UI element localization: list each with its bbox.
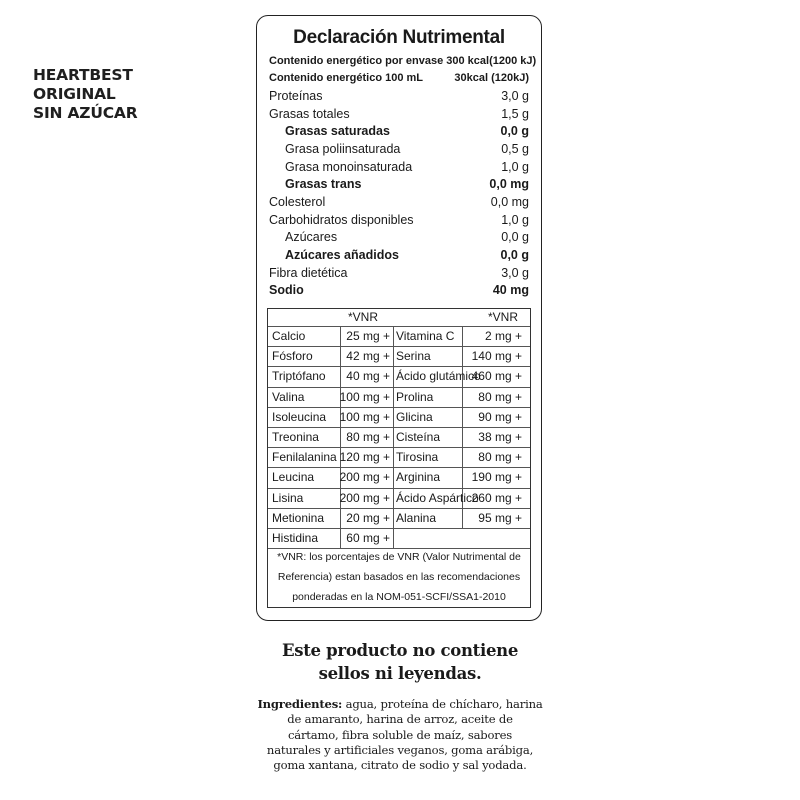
nutrient-row bbox=[269, 123, 529, 140]
vnr-nutrient-value: 2 mg + bbox=[484, 329, 522, 343]
vnr-footnote-line: Referencia) estan basados en las recomendaciones bbox=[277, 571, 521, 583]
vnr-nutrient-value: 25 mg + bbox=[346, 329, 390, 343]
nutrient-value: 3,0 g bbox=[501, 89, 529, 103]
nutrient-value: 30kcal (120kJ) bbox=[454, 72, 529, 84]
nutrient-name: Azúcares añadidos bbox=[285, 248, 399, 262]
vnr-nutrient-value: 95 mg + bbox=[478, 510, 522, 525]
vnr-nutrient-value: 460 mg + bbox=[471, 369, 522, 384]
nutrient-value: 0,0 g bbox=[500, 248, 529, 262]
nutrient-name: Fibra dietética bbox=[269, 266, 348, 280]
product-name-line-1: HEARTBEST bbox=[33, 66, 133, 84]
vnr-footnote-line: *VNR: los porcentajes de VNR (Valor Nutrimental de bbox=[277, 551, 521, 563]
vnr-nutrient-name: Metionina bbox=[272, 510, 325, 525]
nutrition-label bbox=[256, 15, 542, 621]
ingredients-line: agua, proteína de chícharo, harina bbox=[342, 697, 543, 711]
vnr-nutrient-value: 200 mg + bbox=[339, 490, 390, 505]
nutrient-name: Grasas saturadas bbox=[285, 124, 390, 138]
vnr-grid-vline bbox=[393, 326, 394, 548]
ingredients-line: goma xantana, citrato de sodio y sal yodada. bbox=[273, 758, 527, 773]
nutrient-row bbox=[269, 247, 529, 264]
no-seals-line-2: sellos ni leyendas. bbox=[318, 664, 482, 683]
nutrient-row bbox=[269, 141, 529, 158]
vnr-nutrient-name: Treonina bbox=[272, 430, 319, 444]
nutrition-title: Declaración Nutrimental bbox=[293, 27, 505, 48]
vnr-nutrient-name: Alanina bbox=[396, 510, 437, 525]
nutrient-name: Proteínas bbox=[269, 89, 323, 103]
nutrient-value: 0,5 g bbox=[501, 142, 529, 156]
nutrient-value: 0,0 g bbox=[501, 230, 529, 244]
no-seals-statement bbox=[200, 639, 600, 685]
vnr-footnote bbox=[268, 547, 530, 607]
vnr-nutrient-value: 80 mg + bbox=[478, 389, 522, 404]
vnr-nutrient-name: Fósforo bbox=[272, 349, 313, 364]
product-name-line-3: SIN AZÚCAR bbox=[33, 104, 138, 122]
energy-per-package-row bbox=[269, 53, 537, 70]
nutrient-row bbox=[269, 265, 529, 282]
vnr-nutrient-name: Histidina bbox=[272, 531, 319, 545]
energy-100ml-row bbox=[269, 70, 529, 87]
nutrient-row bbox=[269, 106, 529, 123]
vnr-nutrient-name: Leucina bbox=[272, 470, 315, 485]
vnr-nutrient-value: 120 mg + bbox=[339, 450, 390, 465]
vnr-nutrient-name: Calcio bbox=[272, 329, 306, 343]
vnr-header-right: *VNR bbox=[488, 310, 519, 324]
vnr-nutrient-name: Triptófano bbox=[272, 369, 326, 384]
vnr-nutrient-value: 60 mg + bbox=[346, 531, 390, 545]
nutrient-value: 0,0 mg bbox=[490, 195, 529, 209]
vnr-table bbox=[267, 308, 531, 608]
nutrient-row bbox=[269, 229, 529, 246]
nutrient-name: Sodio bbox=[269, 283, 304, 297]
vnr-nutrient-name: Valina bbox=[272, 389, 305, 404]
nutrient-name: Carbohidratos disponibles bbox=[269, 213, 414, 227]
vnr-nutrient-value: 42 mg + bbox=[346, 349, 390, 364]
vnr-nutrient-name: Serina bbox=[396, 349, 431, 364]
nutrient-row bbox=[269, 159, 529, 176]
vnr-nutrient-name: Ácido glutámico bbox=[396, 369, 481, 384]
vnr-footnote-line: ponderadas en la NOM-051-SCFI/SSA1-2010 bbox=[292, 591, 506, 603]
nutrient-value: 3,0 g bbox=[501, 266, 529, 280]
vnr-nutrient-value: 100 mg + bbox=[339, 409, 390, 424]
nutrient-name: Contenido energético 100 mL bbox=[269, 72, 424, 84]
vnr-grid-vline bbox=[340, 326, 341, 548]
vnr-nutrient-name: Glicina bbox=[396, 409, 433, 424]
product-name-line-2: ORIGINAL bbox=[33, 85, 116, 103]
ingredients bbox=[230, 697, 570, 773]
vnr-nutrient-value: 260 mg + bbox=[471, 490, 522, 505]
ingredients-label: Ingredientes: bbox=[257, 697, 343, 711]
nutrient-name: Azúcares bbox=[285, 230, 338, 244]
vnr-nutrient-value: 190 mg + bbox=[471, 470, 522, 485]
nutrient-name: Colesterol bbox=[269, 195, 326, 209]
ingredients-line: naturales y artificiales veganos, goma arábiga, bbox=[266, 742, 534, 757]
nutrient-value: 0,0 mg bbox=[489, 177, 529, 191]
vnr-nutrient-name: Tirosina bbox=[396, 450, 439, 465]
nutrient-row bbox=[269, 194, 529, 211]
vnr-nutrient-value: 200 mg + bbox=[339, 470, 390, 485]
nutrient-value: 40 mg bbox=[492, 283, 529, 297]
nutrient-row bbox=[269, 212, 529, 229]
vnr-nutrient-name: Vitamina C bbox=[396, 329, 455, 343]
vnr-nutrient-value: 80 mg + bbox=[478, 450, 522, 465]
vnr-nutrient-value: 140 mg + bbox=[471, 349, 522, 364]
vnr-nutrient-value: 80 mg + bbox=[346, 430, 390, 444]
nutrient-value: 0,0 g bbox=[500, 124, 529, 138]
vnr-nutrient-name: Isoleucina bbox=[272, 409, 327, 424]
nutrient-value: 1,0 g bbox=[501, 160, 529, 174]
nutrient-name: Grasas totales bbox=[269, 107, 350, 121]
vnr-header-left: *VNR bbox=[348, 310, 379, 324]
vnr-nutrient-name: Arginina bbox=[396, 470, 441, 485]
vnr-nutrient-value: 100 mg + bbox=[339, 389, 390, 404]
ingredients-line: de amaranto, harina de arroz, aceite de bbox=[287, 712, 513, 727]
ingredients-line: cártamo, fibra soluble de maíz, sabores bbox=[287, 727, 513, 742]
nutrient-row bbox=[269, 88, 529, 105]
vnr-nutrient-name: Prolina bbox=[396, 389, 434, 404]
vnr-nutrient-value: 40 mg + bbox=[346, 369, 390, 384]
nutrient-name: Contenido energético por envase 300 kcal(1200 kJ) bbox=[269, 55, 537, 67]
nutrient-name: Grasas trans bbox=[285, 177, 362, 191]
vnr-nutrient-value: 90 mg + bbox=[478, 409, 522, 424]
vnr-nutrient-name: Lisina bbox=[272, 490, 304, 505]
vnr-nutrient-value: 20 mg + bbox=[346, 510, 390, 525]
vnr-nutrient-name: Ácido Aspártico bbox=[396, 490, 479, 505]
vnr-nutrient-name: Fenilalanina bbox=[272, 450, 337, 465]
nutrient-name: Grasa monoinsaturada bbox=[285, 160, 413, 174]
nutrient-row bbox=[269, 176, 529, 193]
nutrient-value: 1,0 g bbox=[501, 213, 529, 227]
nutrient-name: Grasa poliinsaturada bbox=[285, 142, 401, 156]
vnr-nutrient-value: 38 mg + bbox=[478, 430, 522, 444]
vnr-nutrient-name: Cisteína bbox=[396, 430, 441, 444]
no-seals-line-1: Este producto no contiene bbox=[281, 641, 519, 660]
product-name bbox=[33, 66, 137, 123]
nutrient-row bbox=[269, 282, 529, 299]
nutrient-value: 1,5 g bbox=[501, 107, 529, 121]
